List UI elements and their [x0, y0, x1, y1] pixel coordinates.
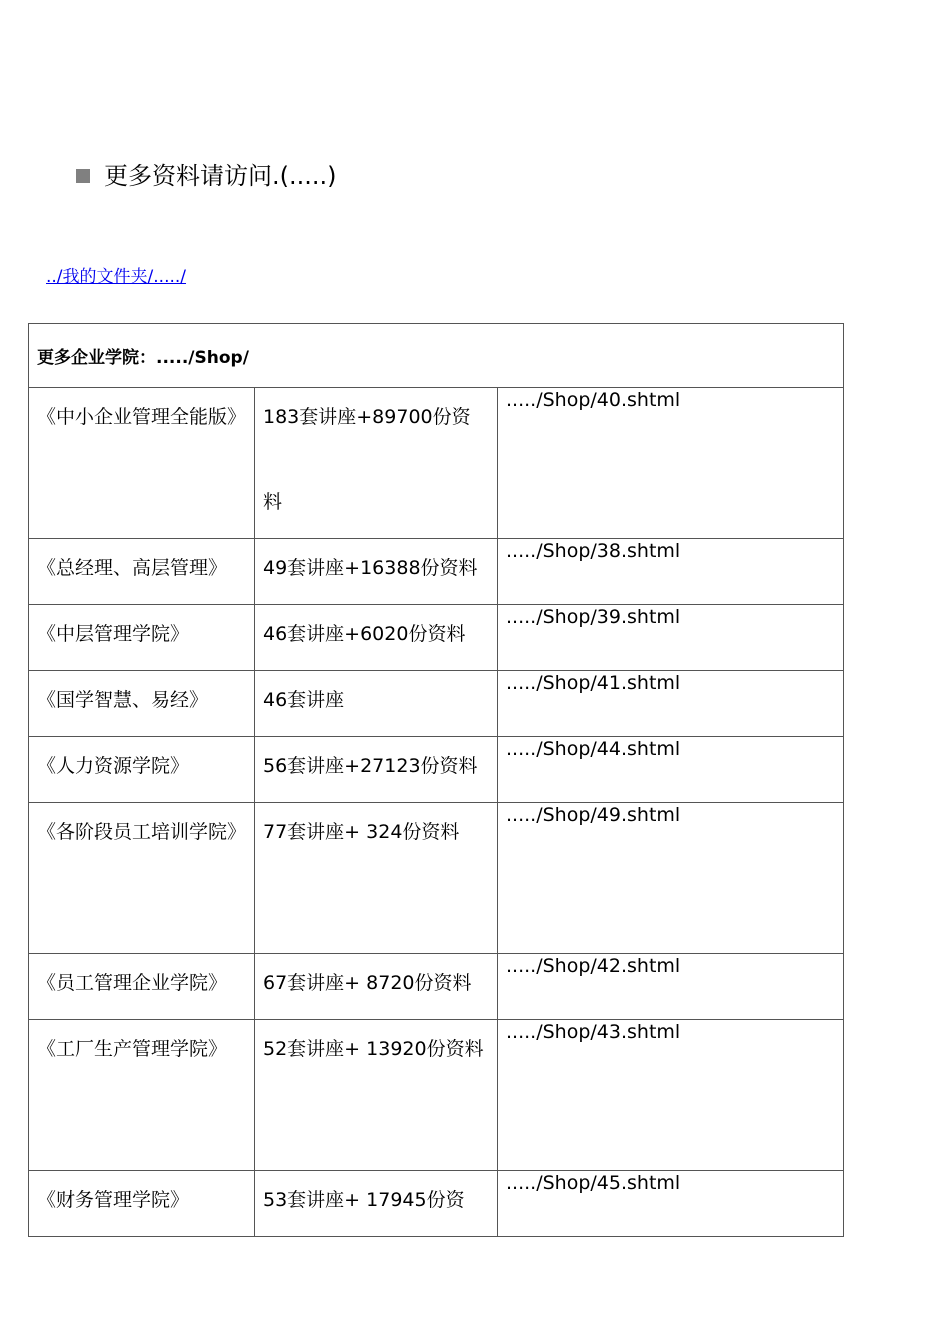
bullet-line	[76, 156, 337, 196]
course-url-cell	[498, 671, 844, 737]
course-url-cell-text[interactable]: ...../Shop/44.shtml	[506, 738, 681, 760]
course-url-cell-text[interactable]: ...../Shop/38.shtml	[506, 540, 681, 562]
table-row	[29, 1171, 844, 1237]
course-url-cell	[498, 737, 844, 803]
course-url-cell	[498, 388, 844, 539]
course-url-cell	[498, 954, 844, 1020]
course-name-cell-text: 《财务管理学院》	[37, 1189, 190, 1211]
course-content-cell-text: 53套讲座+ 17945份资	[263, 1189, 465, 1211]
course-name-cell-text: 《中小企业管理全能版》	[37, 406, 247, 428]
course-url-cell-text[interactable]: ...../Shop/42.shtml	[506, 955, 681, 977]
course-url-cell	[498, 1171, 844, 1237]
folder-link[interactable]: ../我的文件夹/...../	[46, 267, 187, 287]
course-name-cell-text: 《总经理、高层管理》	[37, 557, 228, 579]
course-content-cell-text: 67套讲座+ 8720份资料	[263, 972, 472, 994]
course-name-cell	[29, 803, 255, 954]
course-name-cell-text: 《各阶段员工培训学院》	[37, 821, 247, 843]
course-url-cell-text[interactable]: ...../Shop/49.shtml	[506, 804, 681, 826]
square-bullet-icon	[76, 169, 90, 183]
course-url-cell	[498, 539, 844, 605]
course-content-cell-text: 183套讲座+89700份资料	[263, 406, 471, 513]
table-row	[29, 388, 844, 539]
course-url-cell-text[interactable]: ...../Shop/43.shtml	[506, 1021, 681, 1043]
course-content-cell	[255, 388, 498, 539]
course-name-cell-text: 《中层管理学院》	[37, 623, 190, 645]
shop-table	[28, 323, 844, 1237]
course-url-cell-text[interactable]: ...../Shop/45.shtml	[506, 1172, 681, 1194]
course-content-cell	[255, 1171, 498, 1237]
course-name-cell-text: 《工厂生产管理学院》	[37, 1038, 228, 1060]
bullet-text: 更多资料请访问.(.....)	[104, 162, 337, 190]
table-row	[29, 1020, 844, 1171]
course-content-cell-text: 52套讲座+ 13920份资料	[263, 1038, 484, 1060]
table-row	[29, 803, 844, 954]
course-url-cell	[498, 1020, 844, 1171]
course-url-cell-text[interactable]: ...../Shop/39.shtml	[506, 606, 681, 628]
course-name-cell	[29, 1020, 255, 1171]
course-content-cell-text: 46套讲座+6020份资料	[263, 623, 466, 645]
course-content-cell	[255, 1020, 498, 1171]
course-name-cell-text: 《人力资源学院》	[37, 755, 190, 777]
course-content-cell-text: 46套讲座	[263, 689, 345, 711]
table-header: 更多企业学院：...../Shop/	[29, 324, 844, 388]
course-name-cell	[29, 388, 255, 539]
course-url-cell-text[interactable]: ...../Shop/41.shtml	[506, 672, 681, 694]
course-content-cell-text: 49套讲座+16388份资料	[263, 557, 478, 579]
course-name-cell-text: 《员工管理企业学院》	[37, 972, 228, 994]
course-content-cell-text: 56套讲座+27123份资料	[263, 755, 478, 777]
course-url-cell	[498, 605, 844, 671]
course-name-cell	[29, 1171, 255, 1237]
course-url-cell-text[interactable]: ...../Shop/40.shtml	[506, 389, 681, 411]
course-content-cell-text: 77套讲座+ 324份资料	[263, 821, 460, 843]
course-url-cell	[498, 803, 844, 954]
course-name-cell-text: 《国学智慧、易经》	[37, 689, 209, 711]
course-content-cell	[255, 803, 498, 954]
